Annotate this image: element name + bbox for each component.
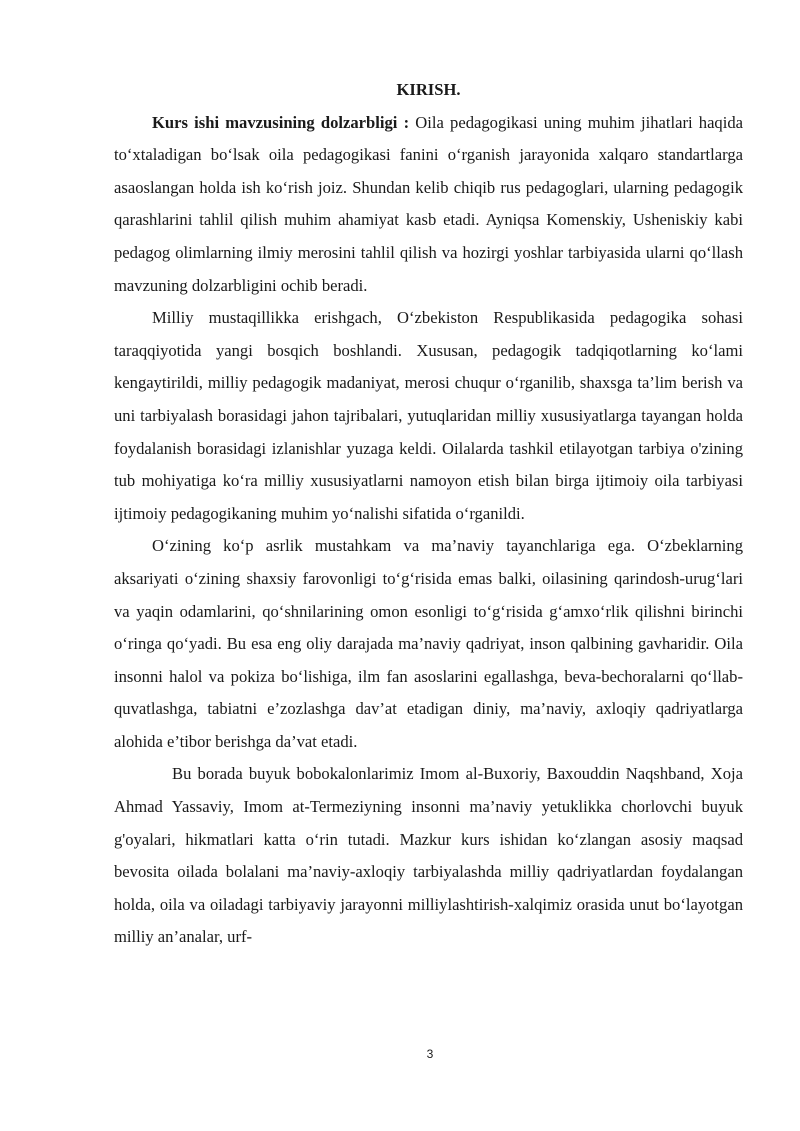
section-heading: KIRISH.: [396, 80, 461, 99]
paragraph-4: Bu borada buyuk bobokalonlarimiz Imom al-Buxoriy, Baxouddin Naqshband, Xoja Ahmad Yassaviy, Imom at-Termeziyning insonni ma’naviy yetuklikka chorlovchi buyuk g'oyalari, hikmatlari katta oʻrin tutadi. Mazkur kurs ishidan koʻzlangan asosiy maqsad bevosita oilada bolalani ma’naviy-axloqiy tarbiyalashda milliy qadriyatlardan foydalangan holda, oila va oiladagi tarbiyaviy jarayonni milliylashtirish-xalqimiz orasida unut boʻlayotgan milliy an’analar, urf-: [114, 764, 743, 947]
paragraph-1-text: Oila pedagogikasi uning muhim jihatlari haqida toʻxtaladigan boʻlsak oila pedagogikasi fanini oʻrganish jarayonida xalqaro standartlarga asaoslangan holda ish koʻrish joiz. Shundan kelib chiqib rus pedagoglari, ularning pedagogik qarashlarini tahlil qilish muhim ahamiyat kasb etadi. Ayniqsa Komenskiy, Usheniskiy kabi pedagog olimlarning ilmiy merosini tahlil qilish va hozirgi yoshlar tarbiyasida ularni qoʻllash mavzuning dolzarbligini ochib beradi.: [114, 112, 744, 295]
page-number: 3: [426, 1047, 434, 1061]
paragraph-3: Oʻzining koʻp asrlik mustahkam va ma’naviy tayanchlariga ega. Oʻzbeklarning aksariyati oʻzining shaxsiy farovonligi toʻgʻrisida emas balki, oilasining qarindosh-urugʻlari va yaqin odamlarini, qoʻshnilarining omon esonligi toʻgʻrisida gʻamxoʻrlik qilishni birinchi oʻringa qoʻyadi. Bu esa eng oliy darajada ma’naviy qadriyat, inson qalbining gavharidir. Oila insonni halol va pokiza boʻlishiga, ilm fan asoslarini egallashga, beva-bechoralarni qoʻllab-quvatlashga, tabiatni e’zozlashga dav’at etadigan diniy, ma’naviy, axloqiy qadriyatlarga alohida e’tibor berishga da’vat etadi.: [114, 536, 743, 751]
paragraph-1: [114, 107, 743, 303]
page-content: [114, 74, 743, 954]
paragraph-lead: Kurs ishi mavzusining dolzarbligi :: [152, 112, 410, 132]
paragraph-2: Milliy mustaqillikka erishgach, Oʻzbekiston Respublikasida pedagogika sohasi taraqqiyotida yangi bosqich boshlandi. Xususan, pedagogik tadqiqotlarning koʻlami kengaytirildi, milliy pedagogik madaniyat, merosi chuqur oʻrganilib, shaxsga ta’lim berish va uni tarbiyalash borasidagi jahon tajribalari, yutuqlaridan milliy xususiyatlarga tayangan holda foydalanish borasidagi izlanishlar yuzaga keldi. Oilalarda tashkil etilayotgan tarbiya o'zining tub mohiyatiga koʻra milliy xususiyatlarni namoyon etish bilan birga ijtimoiy oila tarbiyasi ijtimoiy pedagogikaning muhim yoʻnalishi sifatida oʻrganildi.: [114, 308, 743, 523]
